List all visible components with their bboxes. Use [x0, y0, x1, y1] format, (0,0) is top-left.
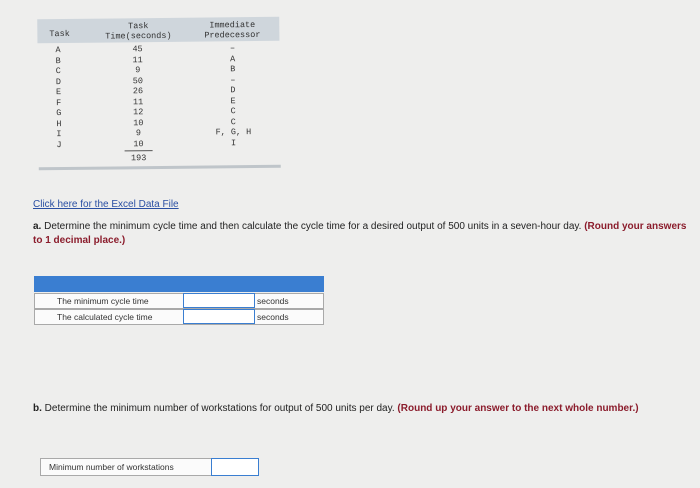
answer-row-minimum-cycle-time	[34, 293, 324, 309]
time-cell: 9	[135, 65, 141, 76]
workstations-answer-row	[40, 458, 258, 476]
predecessor-cell: C	[230, 106, 236, 117]
question-b-prefix: b.	[33, 403, 42, 414]
predecessor-cell: A	[230, 53, 236, 64]
table-bottom-rule	[39, 165, 281, 171]
question-a-rounding-note: (Round your answers to 1 decimal place.)	[33, 221, 687, 246]
predecessor-cell: F, G, H	[215, 127, 252, 138]
workstations-input[interactable]	[211, 458, 259, 476]
predecessor-cell: –	[229, 43, 236, 54]
minimum-cycle-time-label: The minimum cycle time	[57, 296, 149, 306]
task-cell: I	[56, 129, 62, 140]
predecessor-column	[202, 43, 263, 149]
task-cell: G	[56, 108, 62, 119]
time-cell: 9	[135, 128, 142, 139]
sum-divider	[125, 150, 153, 151]
predecessor-cell: I	[230, 137, 237, 148]
task-cell: B	[55, 55, 61, 66]
answer-table-header-bar	[34, 276, 324, 292]
minimum-cycle-time-input[interactable]	[183, 293, 255, 308]
time-cell: 50	[132, 75, 144, 86]
time-column	[119, 44, 156, 149]
time-cell: 26	[132, 86, 144, 97]
header-task-time-line1: Task	[128, 21, 149, 32]
task-cell: F	[56, 97, 62, 108]
header-task-time	[97, 21, 179, 42]
excel-data-file-link[interactable]: Click here for the Excel Data File	[33, 199, 179, 210]
task-column	[55, 45, 76, 150]
task-cell: J	[56, 139, 62, 150]
time-cell: 10	[133, 117, 144, 128]
header-predecessor	[189, 20, 275, 41]
calculated-cycle-time-input[interactable]	[183, 309, 255, 324]
task-cell: A	[55, 45, 61, 56]
header-predecessor-line2: Predecessor	[204, 29, 261, 41]
time-cell: 12	[133, 107, 144, 118]
question-a-prefix: a.	[33, 221, 42, 232]
answer-row-calculated-cycle-time	[34, 309, 324, 325]
task-cell: H	[56, 118, 62, 129]
workstations-label: Minimum number of workstations	[49, 462, 174, 472]
question-b-rounding-note: (Round up your answer to the next whole number.)	[394, 403, 639, 414]
task-cell: C	[55, 66, 61, 77]
task-cell: D	[55, 76, 62, 87]
question-a-text: Determine the minimum cycle time and then calculate the cycle time for a desired output of 500 units in a seven-hour day.	[41, 221, 582, 232]
header-predecessor-line1: Immediate	[209, 19, 256, 31]
time-cell: 11	[132, 54, 143, 65]
header-task-time-line2: Time(seconds)	[105, 30, 172, 42]
predecessor-cell: D	[230, 85, 236, 96]
minimum-cycle-time-unit: seconds	[257, 296, 289, 306]
header-task: Task	[49, 28, 70, 40]
cycle-time-answer-table	[34, 276, 324, 326]
question-b-text: Determine the minimum number of workstations for output of 500 units per day.	[41, 403, 395, 414]
task-cell: E	[55, 87, 62, 98]
time-cell: 10	[133, 138, 144, 149]
calculated-cycle-time-unit: seconds	[257, 312, 289, 322]
question-a	[33, 220, 693, 248]
calculated-cycle-time-label: The calculated cycle time	[57, 312, 153, 322]
predecessor-cell: –	[230, 74, 236, 85]
time-cell: 45	[132, 44, 143, 55]
question-b	[33, 402, 693, 416]
time-total: 193	[130, 153, 147, 164]
predecessor-cell: B	[230, 64, 236, 75]
task-data-table	[37, 17, 281, 172]
predecessor-cell: E	[230, 95, 236, 106]
time-cell: 11	[132, 96, 144, 107]
predecessor-cell: C	[230, 116, 236, 127]
